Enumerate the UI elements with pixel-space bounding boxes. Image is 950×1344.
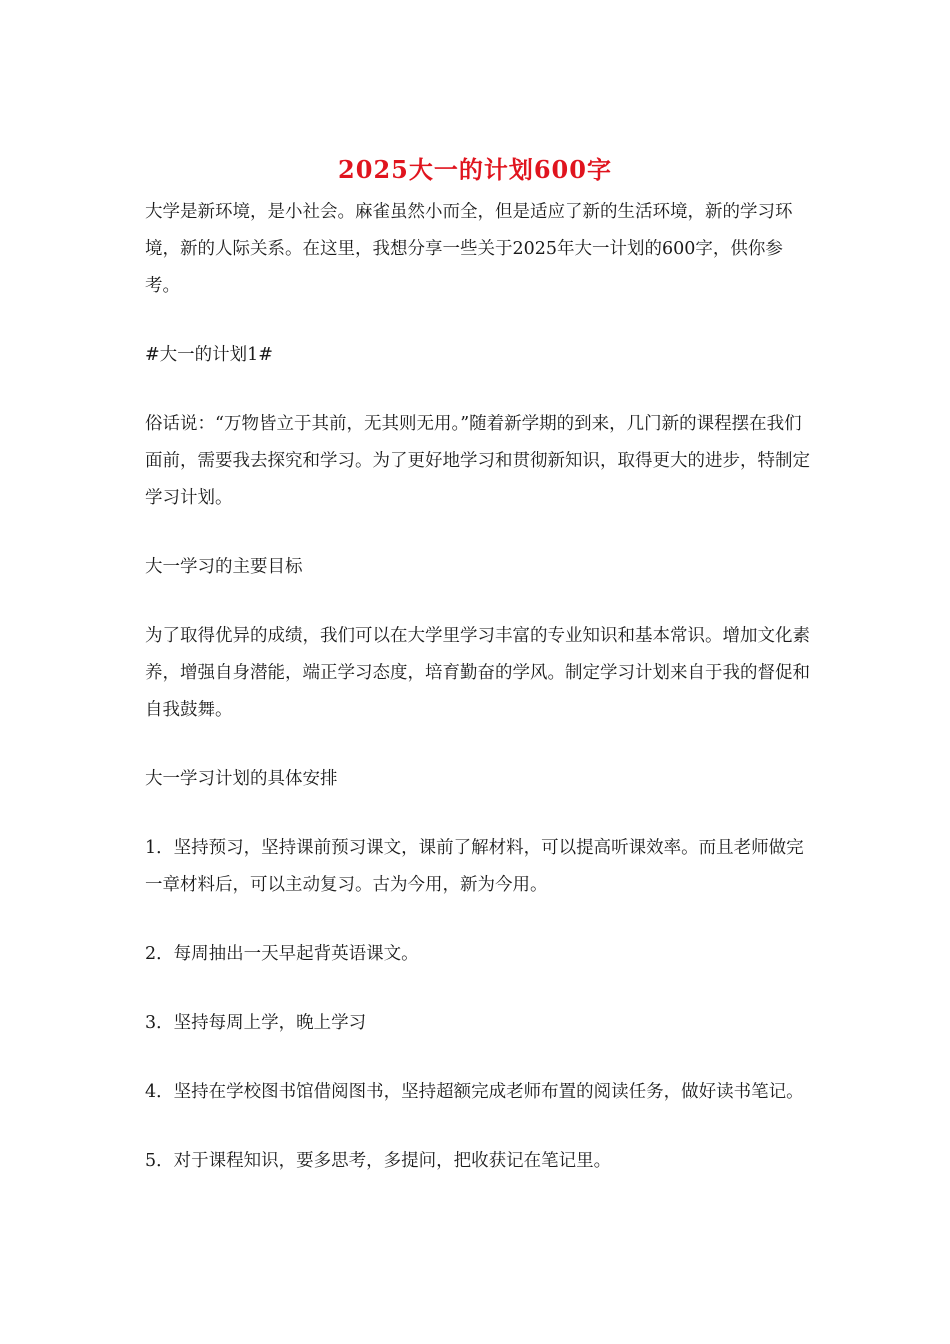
list-item: 5．对于课程知识，要多思考，多提问，把收获记在笔记里。 xyxy=(145,1151,612,1171)
document-body xyxy=(145,194,810,1212)
section-heading-arrangement: 大一学习计划的具体安排 xyxy=(145,769,338,789)
list-item: 3．坚持每周上学，晚上学习 xyxy=(145,1013,367,1033)
section-heading-goals: 大一学习的主要目标 xyxy=(145,557,303,577)
list-item: 2．每周抽出一天早起背英语课文。 xyxy=(145,944,419,964)
list-item: 1．坚持预习，坚持课前预习课文，课前了解材料，可以提高听课效率。而且老师做完一章材料后，可以主动复习。古为今用，新为今用。 xyxy=(145,838,804,895)
intro-paragraph: 大学是新环境，是小社会。麻雀虽然小而全，但是适应了新的生活环境，新的学习环境，新的人际关系。在这里，我想分享一些关于2025年大一计划的600字，供你参考。 xyxy=(145,202,793,296)
body-paragraph: 俗话说：“万物皆立于其前，无其则无用。”随着新学期的到来，几门新的课程摆在我们面前，需要我去探究和学习。为了更好地学习和贯彻新知识，取得更大的进步，特制定学习计划。 xyxy=(145,414,810,508)
list-item: 4．坚持在学校图书馆借阅图书，坚持超额完成老师布置的阅读任务，做好读书笔记。 xyxy=(145,1082,804,1102)
section-heading-plan-1: #大一的计划1# xyxy=(145,345,273,365)
body-paragraph: 为了取得优异的成绩，我们可以在大学里学习丰富的专业知识和基本常识。增加文化素养，增强自身潜能，端正学习态度，培育勤奋的学风。制定学习计划来自于我的督促和自我鼓舞。 xyxy=(145,626,810,720)
document-title: 2025大一的计划600字 xyxy=(338,155,612,184)
